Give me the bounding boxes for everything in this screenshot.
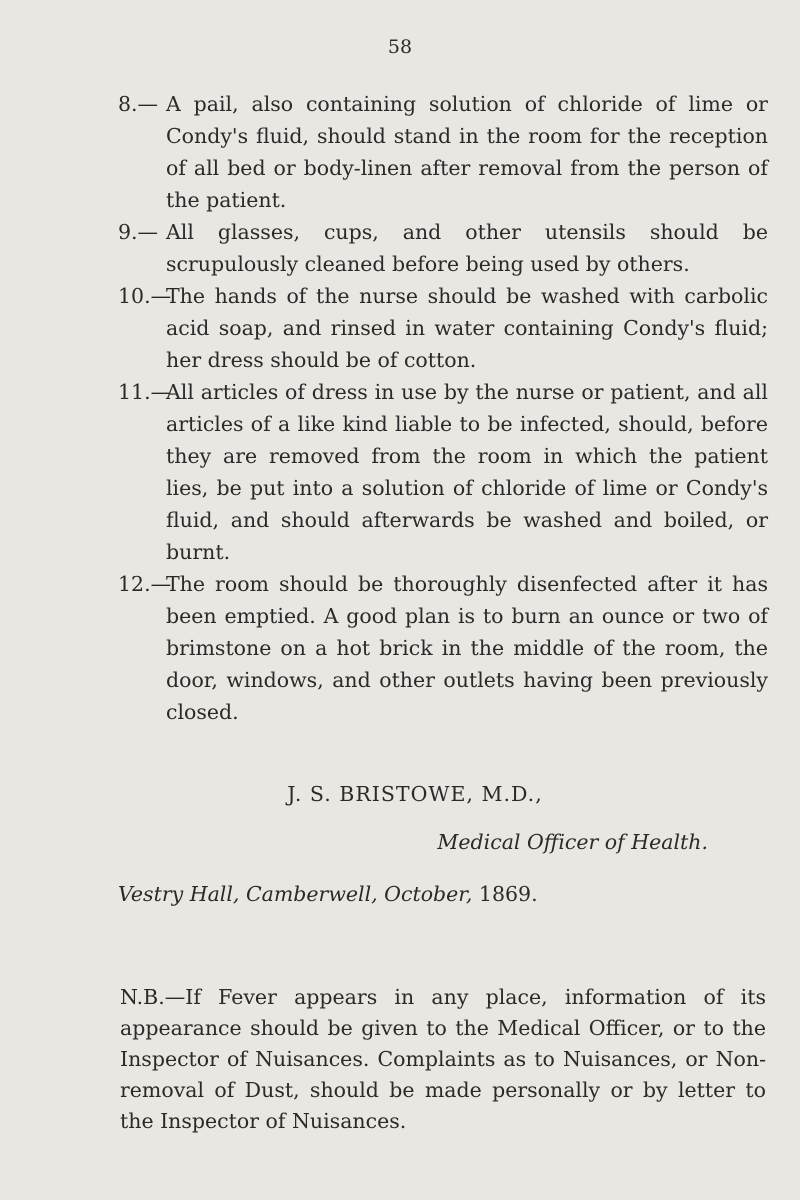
instructions-list: [118, 88, 768, 728]
item-text: All glasses, cups, and other utensils should be scrupulously cleaned before being used by others.: [166, 220, 768, 276]
list-item: [118, 280, 768, 376]
signature-name: J. S. BRISTOWE, M.D.,: [287, 782, 543, 806]
list-item: [118, 376, 768, 568]
nota-bene: N.B.—If Fever appears in any place, information of its appearance should be given to the Medical Officer, or to the Inspector of Nuisances. Complaints as to Nuisances, or Non-removal of Dust, should be made personally or by letter to the Inspector of Nuisances.: [120, 985, 766, 1133]
item-number: 12.—: [118, 572, 172, 596]
item-text: The hands of the nurse should be washed with carbolic acid soap, and rinsed in water containing Condy's fluid; her dress should be of cotton.: [166, 284, 768, 372]
list-item: [118, 216, 768, 280]
list-item: [118, 88, 768, 216]
item-number: 8.—: [118, 92, 159, 116]
signature-title: Medical Officer of Health.: [437, 830, 708, 854]
signature-place: Vestry Hall, Camberwell, October,: [118, 882, 473, 906]
item-number: 10.—: [118, 284, 172, 308]
page-number: 58: [387, 36, 413, 58]
item-number: 9.—: [118, 220, 159, 244]
item-text: All articles of dress in use by the nurse or patient, and all articles of a like kind liable to be infected, should, before they are removed from the room in which the patient lies, be put into a solution of chloride of lime or Condy's fluid, and should afterwards be washed and boiled, or burnt.: [166, 380, 768, 564]
item-number: 11.—: [118, 380, 172, 404]
list-item: [118, 568, 768, 728]
item-text: A pail, also containing solution of chloride of lime or Condy's fluid, should stand in the room for the reception of all bed or body-linen after removal from the person of the patient.: [166, 92, 768, 212]
signature-place-date: [118, 882, 538, 906]
signature-year: 1869.: [478, 882, 538, 906]
item-text: The room should be thoroughly disenfected after it has been emptied. A good plan is to burn an ounce or two of brimstone on a hot brick in the middle of the room, the door, windows, and other outlets having been previously closed.: [166, 572, 768, 724]
